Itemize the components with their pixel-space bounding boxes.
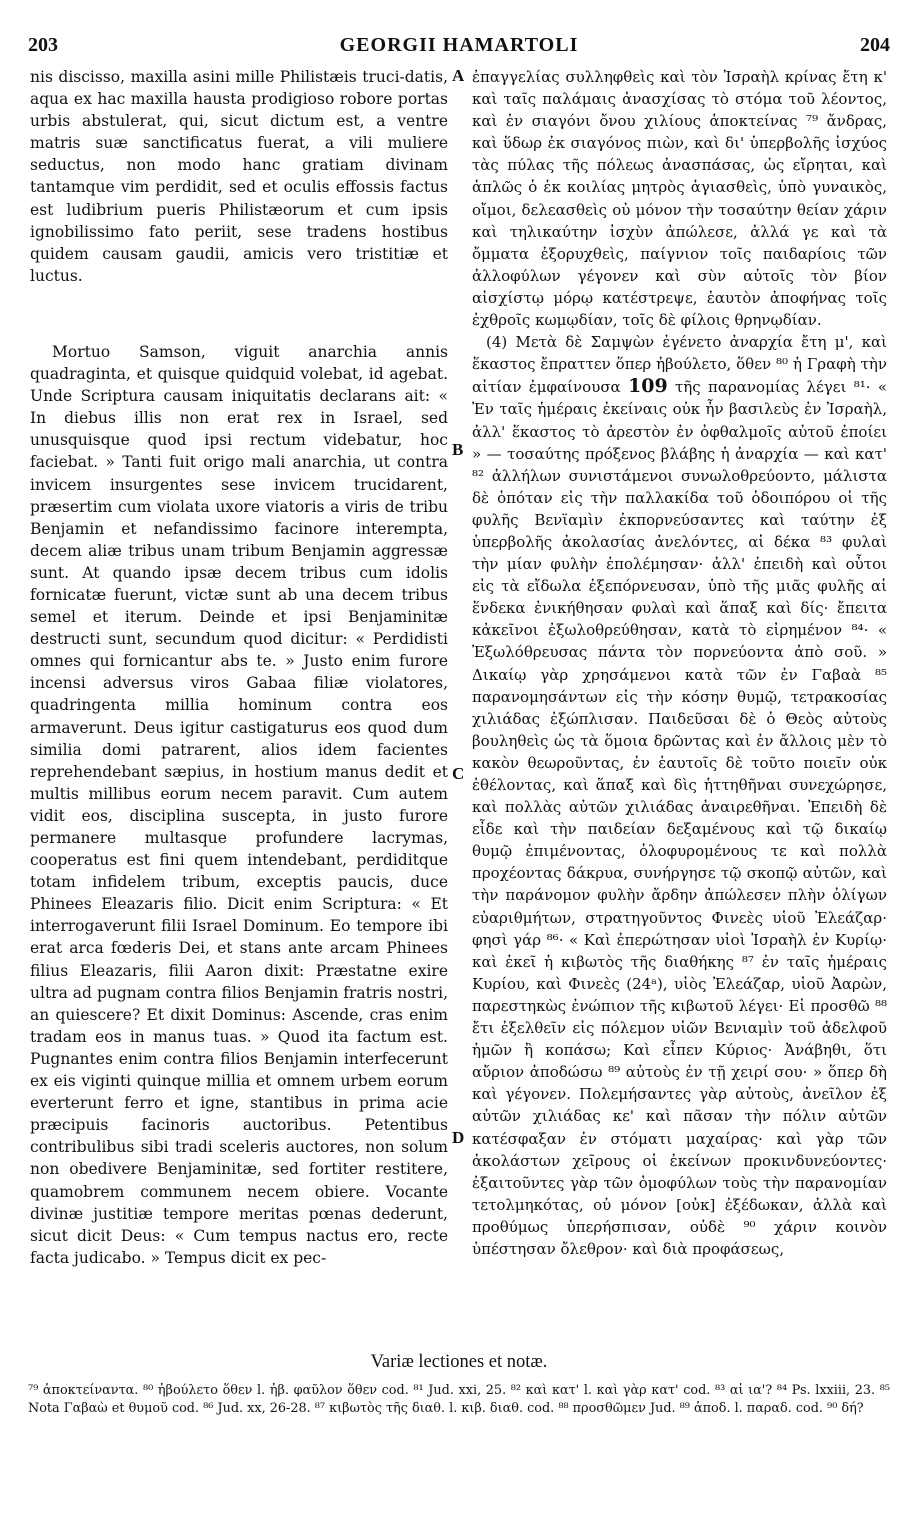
page-header	[28, 34, 890, 60]
margin-letter-b: B	[452, 440, 464, 459]
margin-letter-c: C	[452, 764, 465, 783]
greek-paragraph-2-rest: τῆς παρανομίας λέγει ⁸¹· « Ἐν ταῖς ἡμέραις ἐκείναις οὐκ ἦν βασιλεὺς ἐν Ἰσραὴλ, ἀλλ' ἕκαστος τὸ ἀρεστὸν ἐν ὀφθαλμοῖς αὐτοῦ ἐποίει » — τοσαύτης πρόξενος βλάβης ἡ ἀναρχία — καὶ κατ' ⁸² ἀλλήλων συνιστάμενοι συνωλοθρεύοντο, μάλιστα δὲ ὁπόταν εἰς τὴν παλλακίδα τοῦ ὁδοιπόρου οἱ τῆς φυλῆς Βενϊαμὶν ἐκπορνεύσαντες καὶ ταύτην ἐξ ὑπερβολῆς ἀκολασίας ἀνελόντες, αἱ δέκα ⁸³ φυλαὶ τὴν μίαν φυλὴν ἐπολέμησαν· ἀλλ' ἐπειδὴ καὶ οὗτοι εἰς τὰ εἴδωλα ἐξεπόρνευσαν, ὑπὸ τῆς μιᾶς φυλῆς αἱ ἕνδεκα ἐνικήθησαν φυλαὶ καὶ ἅπαξ καὶ δίς· ἔπειτα κἀκεῖνοι ἐξωλοθρεύθησαν, κατὰ τὸ εἰρημένον ⁸⁴· « Ἐξωλόθρευσας πάντα τὸν πορνεύοντα ἀπὸ σοῦ. » Δικαίῳ γὰρ χρησάμενοι κατὰ τῶν ἐν Γαβαὰ ⁸⁵ παρανομησάντων εἰς τὴν κόσην θυμῷ, τετρακοσίας χιλιάδας ἐξώπλισαν. Παιδεῦσαι δὲ ὁ Θεὸς αὐτοὺς βουληθεὶς ὡς τὰ ὅμοια δρῶντας καὶ ἐν ἄλλοις μὲν τὸ κακὸν θεωροῦντας, ἐν ἑαυτοῖς δὲ τοῦτο ποιεῖν οὐκ ἐθέλοντας, καὶ ἅπαξ καὶ δὶς ἡττηθῆναι συνεχώρησε, καὶ πολλὰς αὐτῶν χιλιάδας ἀναιρεθῆναι. Ἐπειδὴ δὲ εἶδε καὶ τὴν παιδείαν δεξαμένους καὶ τῷ δικαίῳ θυμῷ ἐπιμένοντας, ὀλοφυρομένους τε καὶ πολλὰ προχέοντας δάκρυα, συνήργησε τῷ σκοπῷ αὐτῶν, καὶ τὴν παράνομον φυλὴν ἄρδην ἀπώλεσεν πλὴν ὀλίγων εὐαριθμήτων, στρατηγοῦντος Φινεὲς υἱοῦ Ἐλεάζαρ· φησὶ γάρ ⁸⁶· « Καὶ ἐπερώτησαν υἱοὶ Ἰσραὴλ ἐν Κυρίῳ· καὶ ἐκεῖ ἡ κιβωτὸς τῆς διαθήκης ⁸⁷ ἐν ταῖς ἡμέραις Κυρίου, καὶ Φινεὲς (24ᵃ), υἱὸς Ἐλεάζαρ, υἱοῦ Ἀαρὼν, παρεστηκὼς ἐνώπιον τῆς κιβωτοῦ λέγει· Εἰ προσθῶ ⁸⁸ ἔτι ἐξελθεῖν εἰς πόλεμον υἱῶν Βενιαμὶν τοῦ ἀδελφοῦ ἡμῶν ἢ κοπάσω; Καὶ εἶπεν Κύριος· Ἀνάβηθι, ὅτι αὔριον ἀποδώσω ⁸⁹ αὐτοὺς ἐν τῇ χειρί σου· » ὅπερ δὴ καὶ γέγονεν. Πολεμήσαντες γὰρ αὐτοὺς, ἀνεῖλον ἐξ αὐτῶν χιλιάδας κε' καὶ πᾶσαν τὴν πόλιν αὐτῶν κατέσφαξαν ἐν στόματι μαχαίρας· καὶ γὰρ τῶν ἀκολάστων χεῖρους οἱ ἐκείνων προκινδυνεύοντες· ἐξαιτοῦντες γὰρ τῶν ὁμοφύλων τοὺς τὴν παρανομίαν τετολμηκότας, οὐ μόνον [οὐκ] ἐξέδωκαν, ἀλλὰ καὶ προθύμως ὑπερήσπισαν, οὐδὲ ⁹⁰ χάριν κοινὸν ὑπέστησαν ὄλεθρον· καὶ διὰ προφάσεως,	[472, 378, 888, 1258]
running-title: GEORGII HAMARTOLI	[339, 34, 579, 56]
greek-paragraph-1: ἐπαγγελίας συλληφθεὶς καὶ τὸν Ἰσραὴλ κρίνας ἔτη κ' καὶ ταῖς παλάμαις ἀνασχίσας τὸ στόμα τοῦ λέοντος, καὶ ἐν σιαγόνι ὄνου χιλίους ἀποκτείνας ⁷⁹ ἄνδρας, καὶ ὕδωρ ἐκ σιαγόνος πιὼν, καὶ δι' ὑπερβολῆς ἰσχύος τὰς πύλας τῆς πόλεως ἀνασπάσας, ὡς εἴρηται, καὶ ἁπλῶς ὁ ἐκ κοιλίας μητρὸς ἁγιασθεὶς, ὑπὸ γυναικὸς, οἴμοι, δελεασθεὶς οὐ μόνον τὴν τοσαύτην θείαν χάριν καὶ τηλικαύτην ἰσχὺν ἀπώλεσε, ἀλλά γε καὶ τὰ ὄμματα ἐξορυχθεὶς, παίγνιον τοῖς παιδαρίοις τῶν ἀλλοφύλων γέγονεν καὶ σὺν αὐτοῖς τὸν βίον αἰσχίστῳ μόρῳ κατέστρεψε, ἑαυτὸν ἀποφήνας τοῖς ἐχθροῖς κωμῳδίαν, τοῖς δὲ φίλοις θρηνῳδίαν.	[472, 68, 887, 330]
margin-letter-a: A	[452, 66, 465, 85]
greek-paragraph-2-start: (4) Μετὰ δὲ Σαμψὼν ἐγένετο ἀναρχία ἔτη μ', καὶ ἕκαστος ἔπραττεν ὅπερ ἠβούλετο, ὅθεν ⁸⁰ ἡ Γραφὴ τὴν αἰτίαν ἐμφαίνουσα	[472, 333, 887, 397]
page-number-right: 204	[860, 34, 890, 56]
latin-paragraph-1: nis discisso, maxilla asini mille Philistæis truci-datis, aqua ex hac maxilla hausta prodigioso robore portas urbis abstulerat, qui, sicut dictum est, a ventre matris suæ sanctificatus fuerat, a vili muliere seductus, non modo hanc gratiam divinam tantamque vim perdidit, sed et oculis effossis factus est ludibrium pueris Philistæorum et cum ipsis ignobilissimo fato periit, sese tradens hostibus quidem causam gaudii, amicis vero tristitiæ et luctus.	[30, 68, 448, 285]
footnotes-text: ⁷⁹ ἀποκτείναντα. ⁸⁰ ἠβούλετο ὅθεν l. ἠβ. φαῦλον ὅθεν cod. ⁸¹ Jud. xxi, 25. ⁸² καὶ κατ' l. καὶ γὰρ κατ' cod. ⁸³ αἱ ια'? ⁸⁴ Ps. lxxiii, 23. ⁸⁵ Nota Γαβαὼ et θυμοῦ cod. ⁸⁶ Jud. xx, 26-28. ⁸⁷ κιβωτὸς τῆς διαθ. l. κιβ. διαθ. cod. ⁸⁸ προσθῶμεν Jud. ⁸⁹ ἀποδ. l. παραδ. cod. ⁹⁰ δή?	[28, 1383, 890, 1416]
greek-paragraph-2	[472, 331, 887, 1260]
latin-column	[30, 66, 448, 1269]
greek-column	[472, 66, 887, 1260]
margin-letter-d: D	[452, 1128, 465, 1147]
notes-title: Variæ lectiones et notæ.	[370, 1352, 548, 1372]
column-number: 109	[628, 375, 668, 398]
footnotes	[28, 1382, 890, 1417]
latin-paragraph-2: Mortuo Samson, viguit anarchia annis quadraginta, et quisque quidquid volebat, id agebat. Unde Scriptura causam iniquitatis declarans ait: « In diebus illis non erat rex in Israel, sed unusquisque quod ipsi rectum videbatur, hoc faciebat. » Tanti fuit origo mali anarchia, ut contra invicem insurgentes sese invicem trucidarent, præsertim cum violata uxore viatoris a viris de tribu Benjamin et nefandissimo facinore interempta, decem aliæ tribus unam tribum Benjamin aggressæ sunt. At quando ipsæ decem tribus cum idolis fornicatæ fuerunt, victæ sunt ab una decem tribus semel et iterum. Deinde et ipsi Benjaminitæ destructi sunt, secundum quod dicitur: « Perdidisti omnes qui fornicantur abs te. » Justo enim furore incensi adversus viros Gabaa filiæ violatores, quadringenta millia hominum contra eos armaverunt. Deus igitur castigaturus eos quod dum similia domi patrarent, alios idem facientes reprehendebant sæpius, in hostium manus dedit et multis millibus eorum necem paravit. Cum autem vidit eos, disciplina suscepta, in justo furore permanere multasque profundere lacrymas, cooperatus est fini quem intendebant, perdiditque totam infidelem tribum, exceptis paucis, duce Phinees Eleazaris filio. Dicit enim Scriptura: « Et interrogaverunt filii Israel Dominum. Eo tempore ibi erat arca fœderis Dei, et stans ante arcam Phinees filius Eleazaris, filii Aaron dixit: Præstatne exire ultra ad pugnam contra filios Benjamin fratris nostri, an quiescere? Et dixit Dominus: Ascende, cras enim tradam eos in manus tuas. » Quod ita factum est. Pugnantes enim contra filios Benjamin interfecerunt ex eis viginti quinque millia et omnem urbem eorum everterunt ferro et igne, stantibus in prima acie præcipuis facinoris auctoribus. Petentibus contribulibus sibi tradi sceleris auctores, non solum non obedivere Benjaminitæ, sed fortiter restitere, quamobrem communem necem obiere. Vocante divinæ justitiæ tempore meritas pœnas dederunt, sicut dicit Deus: « Cum tempus nactus ero, recte facta judicabo. » Tempus dicit ex pec-	[30, 342, 448, 1267]
page-number-left: 203	[28, 34, 58, 56]
